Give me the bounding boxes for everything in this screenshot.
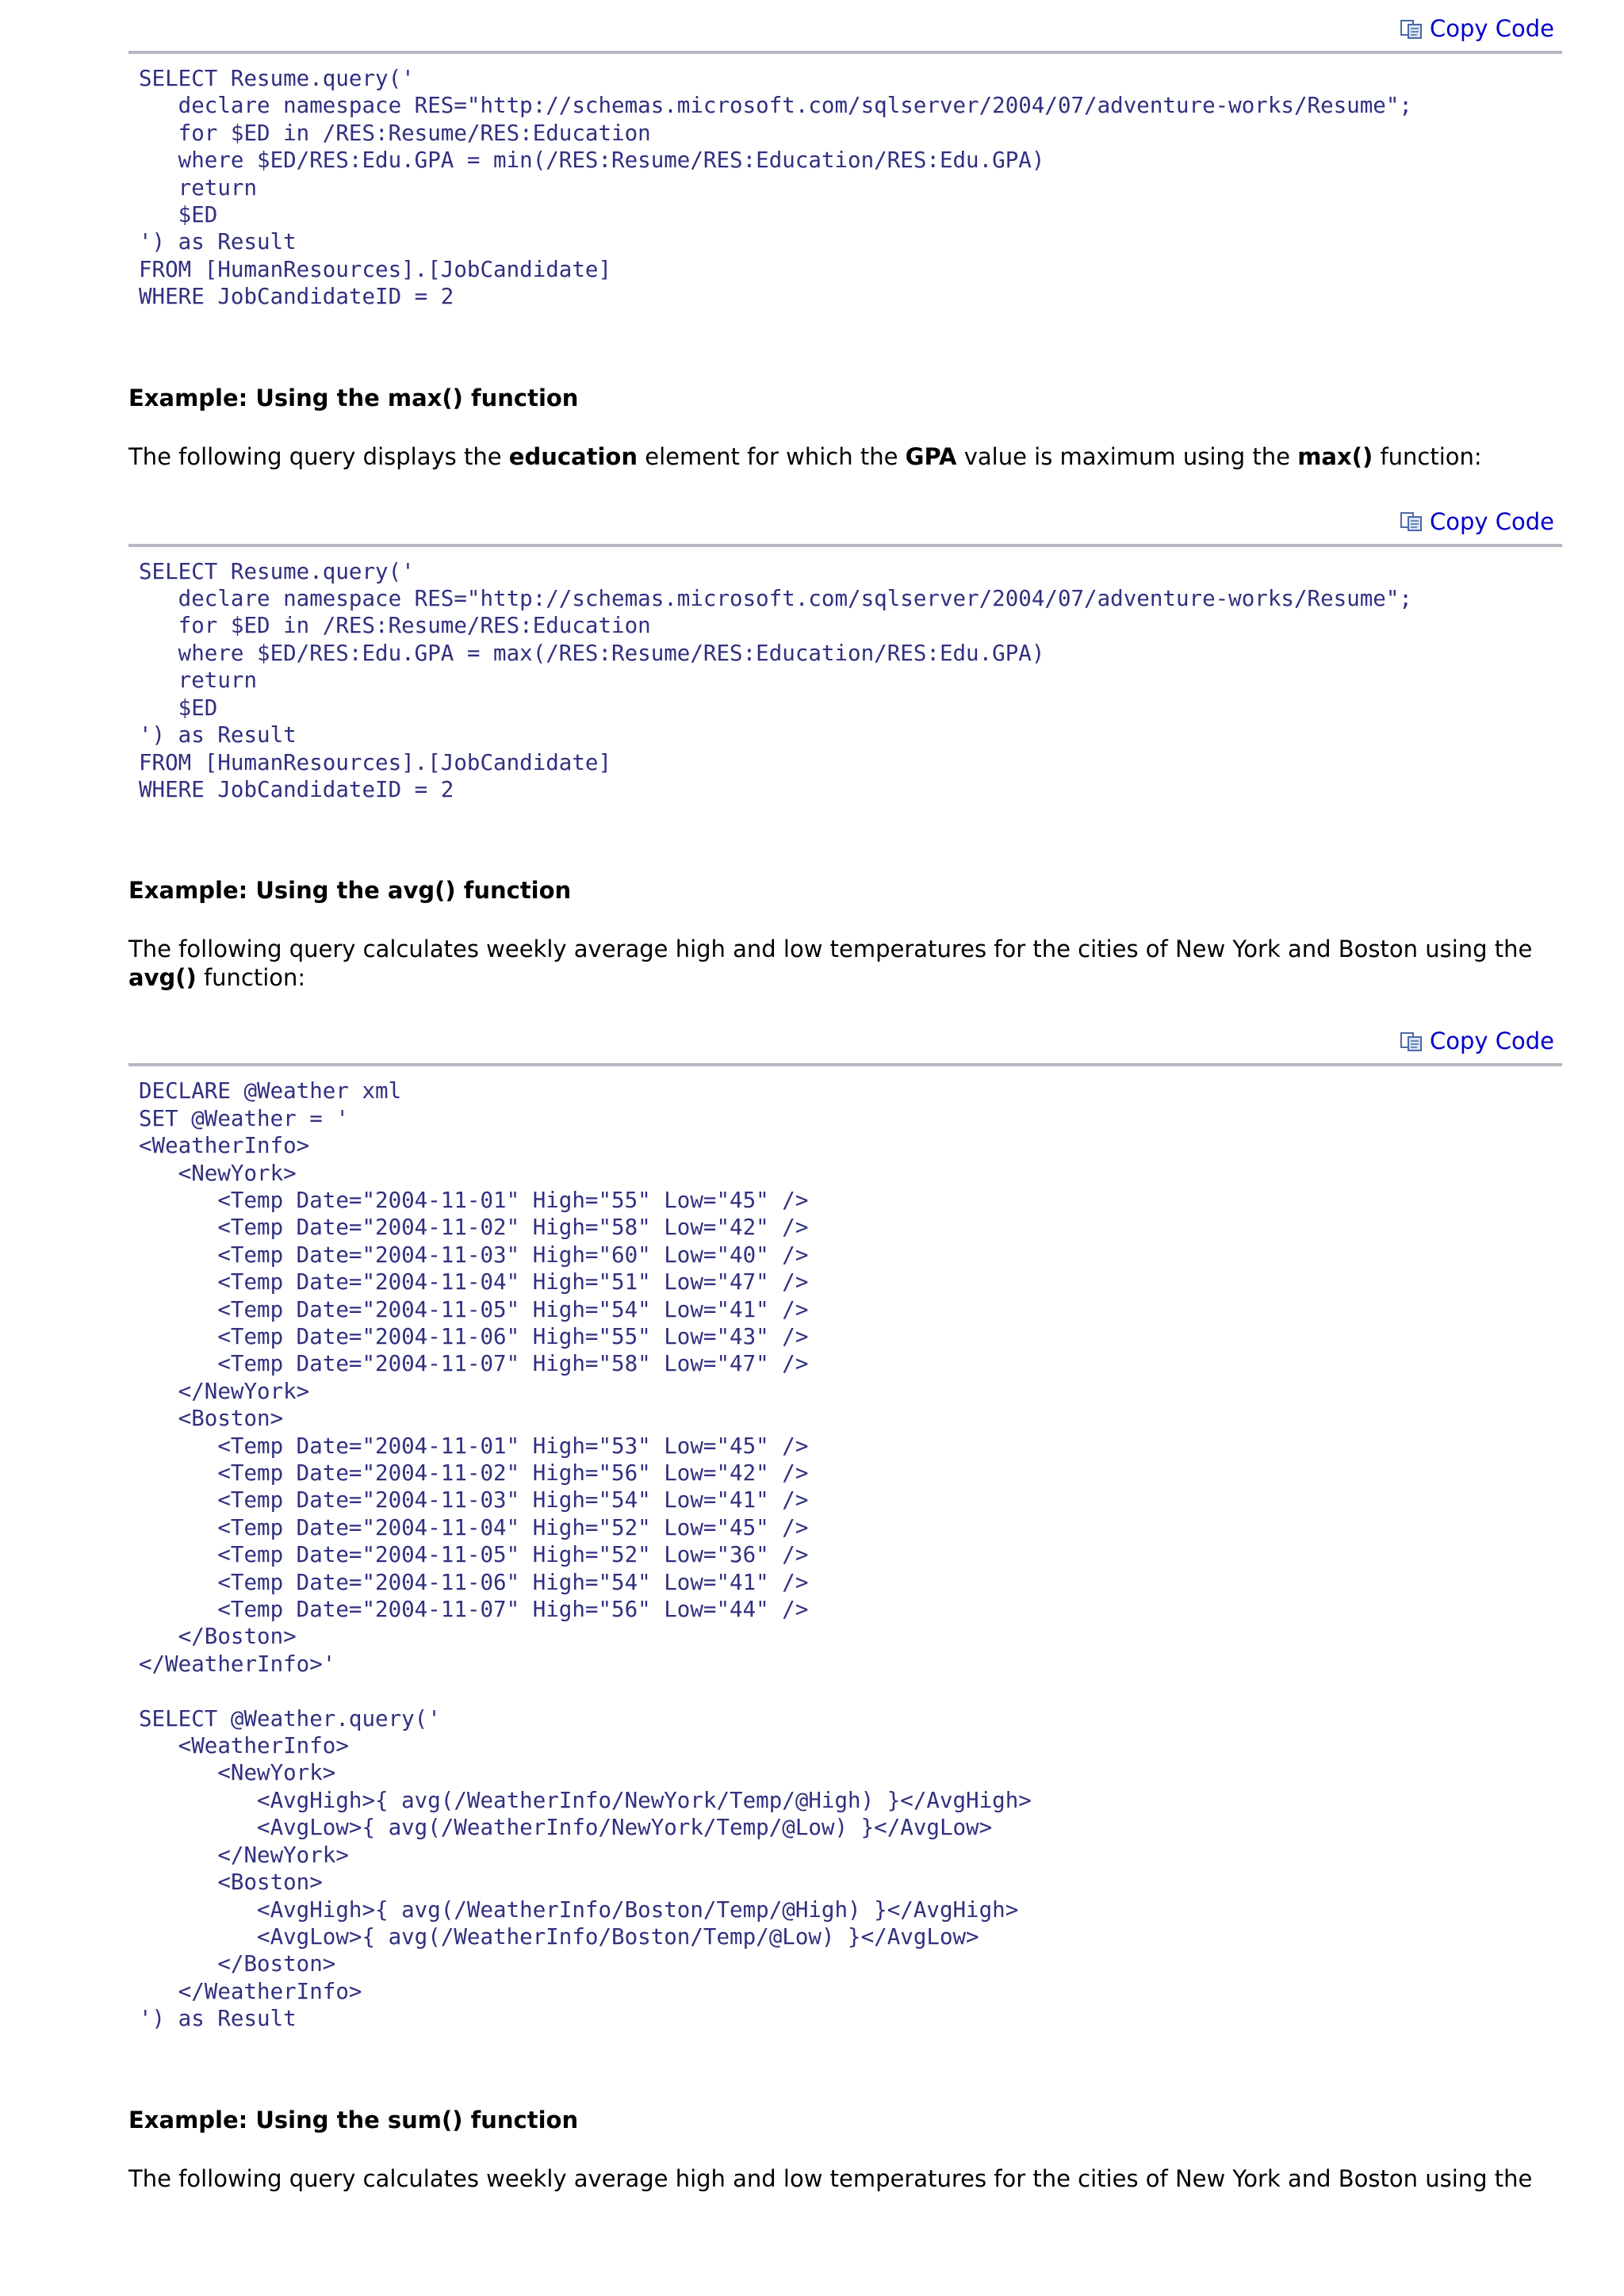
code-text: DECLARE @Weather xml SET @Weather = ' <WeatherInfo> <NewYork> <Temp Date="2004-11-01" High="55" Low="45" /> <Temp Date="2004-11-02" High="58" Low="42" /> <Temp Date="2004-11-03" High="60" Low="40" /> <Temp Date="2004-11-04" High="51" Low="47" /> <Temp Date="2004-11-05" High="54" Low="41" /> <Temp Date="2004-11-06" High="55" Low="43" /> <Temp Date="2004-11-07" High="58" Low="47" /> </NewYork> <Boston> <Temp Date="2004-11-01" High="53" Low="45" /> <Temp Date="2004-11-02" High="56" Low="42" /> <Temp Date="2004-11-03" High="54" Low="41" /> <Temp Date="2004-11-04" High="52" Low="45" /> <Temp Date="2004-11-05" High="52" Low="36" /> <Temp Date="2004-11-06" High="54" Low="41" /> <Temp Date="2004-11-07" High="56" Low="44" /> </Boston> </WeatherInfo>' SELECT @Weather.query(' <WeatherInfo> <NewYork> <AvgHigh>{ avg(/WeatherInfo/NewYork/Temp/@High) }</AvgHigh> <AvgLow>{ avg(/WeatherInfo/NewYork/Temp/@Low) }</AvgLow> </NewYork> <Boston> <AvgHigh>{ avg(/WeatherInfo/Boston/Temp/@High) }</AvgHigh> <AvgLow>{ avg(/WeatherInfo/Boston/Temp/@Low) }</AvgLow> </Boston> </WeatherInfo> ') as Result bbox=[139, 1078, 1032, 2032]
section-paragraph-sum bbox=[128, 2164, 1562, 2193]
section-heading-avg: Example: Using the avg() function bbox=[128, 877, 572, 905]
para-text: The following query calculates weekly average high and low temperatures for the cities of New York and Boston using the bbox=[128, 2164, 1533, 2192]
section-paragraph-max bbox=[128, 442, 1562, 471]
section-heading-max: Example: Using the max() function bbox=[128, 384, 579, 411]
code-block-header bbox=[128, 504, 1562, 544]
section-heading-sum: Example: Using the sum() function bbox=[128, 2106, 579, 2133]
copy-code-button[interactable] bbox=[1400, 1027, 1554, 1055]
code-block bbox=[128, 51, 1562, 311]
para-bold-term: avg() bbox=[128, 964, 197, 992]
para-text: The following query displays the bbox=[128, 442, 509, 470]
section-paragraph-avg bbox=[128, 935, 1562, 992]
copy-code-label[interactable]: Copy Code bbox=[1429, 15, 1554, 42]
copy-code-button[interactable] bbox=[1400, 17, 1554, 40]
code-block bbox=[128, 544, 1562, 804]
code-text: SELECT Resume.query(' declare namespace RES="http://schemas.microsoft.com/sqlserver/2004/07/adventure-works/Resume"; for $ED in /RES:Resume/RES:Education where $ED/RES:Edu.GPA = min(/RES:Resume/RES:Education/RES:Edu.GPA) return $ED ') as Result FROM [HumanResources].[JobCandidate] WHERE JobCandidateID = 2 bbox=[139, 66, 1412, 310]
copy-code-label[interactable]: Copy Code bbox=[1429, 1027, 1554, 1055]
copy-code-label[interactable]: Copy Code bbox=[1429, 507, 1554, 535]
para-bold-term: max() bbox=[1297, 442, 1373, 470]
para-text: value is maximum using the bbox=[956, 442, 1298, 470]
copy-code-button[interactable] bbox=[1400, 507, 1554, 535]
copy-icon bbox=[1400, 511, 1423, 532]
code-block-header bbox=[128, 11, 1562, 51]
copy-icon bbox=[1400, 1031, 1423, 1052]
code-text: SELECT Resume.query(' declare namespace RES="http://schemas.microsoft.com/sqlserver/2004/07/adventure-works/Resume"; for $ED in /RES:Resume/RES:Education where $ED/RES:Edu.GPA = max(/RES:Resume/RES:Education/RES:Edu.GPA) return $ED ') as Result FROM [HumanResources].[JobCandidate] WHERE JobCandidateID = 2 bbox=[139, 558, 1412, 802]
para-text: function: bbox=[196, 964, 306, 992]
para-text: element for which the bbox=[638, 442, 906, 470]
code-block bbox=[128, 1063, 1562, 2032]
code-block-header bbox=[128, 1024, 1562, 1063]
para-text: The following query calculates weekly average high and low temperatures for the cities of New York and Boston using the bbox=[128, 936, 1533, 963]
para-bold-term: GPA bbox=[905, 442, 957, 470]
copy-icon bbox=[1400, 19, 1423, 40]
para-bold-term: education bbox=[508, 442, 638, 470]
document-content bbox=[128, 11, 1562, 2193]
para-text: function: bbox=[1373, 442, 1482, 470]
